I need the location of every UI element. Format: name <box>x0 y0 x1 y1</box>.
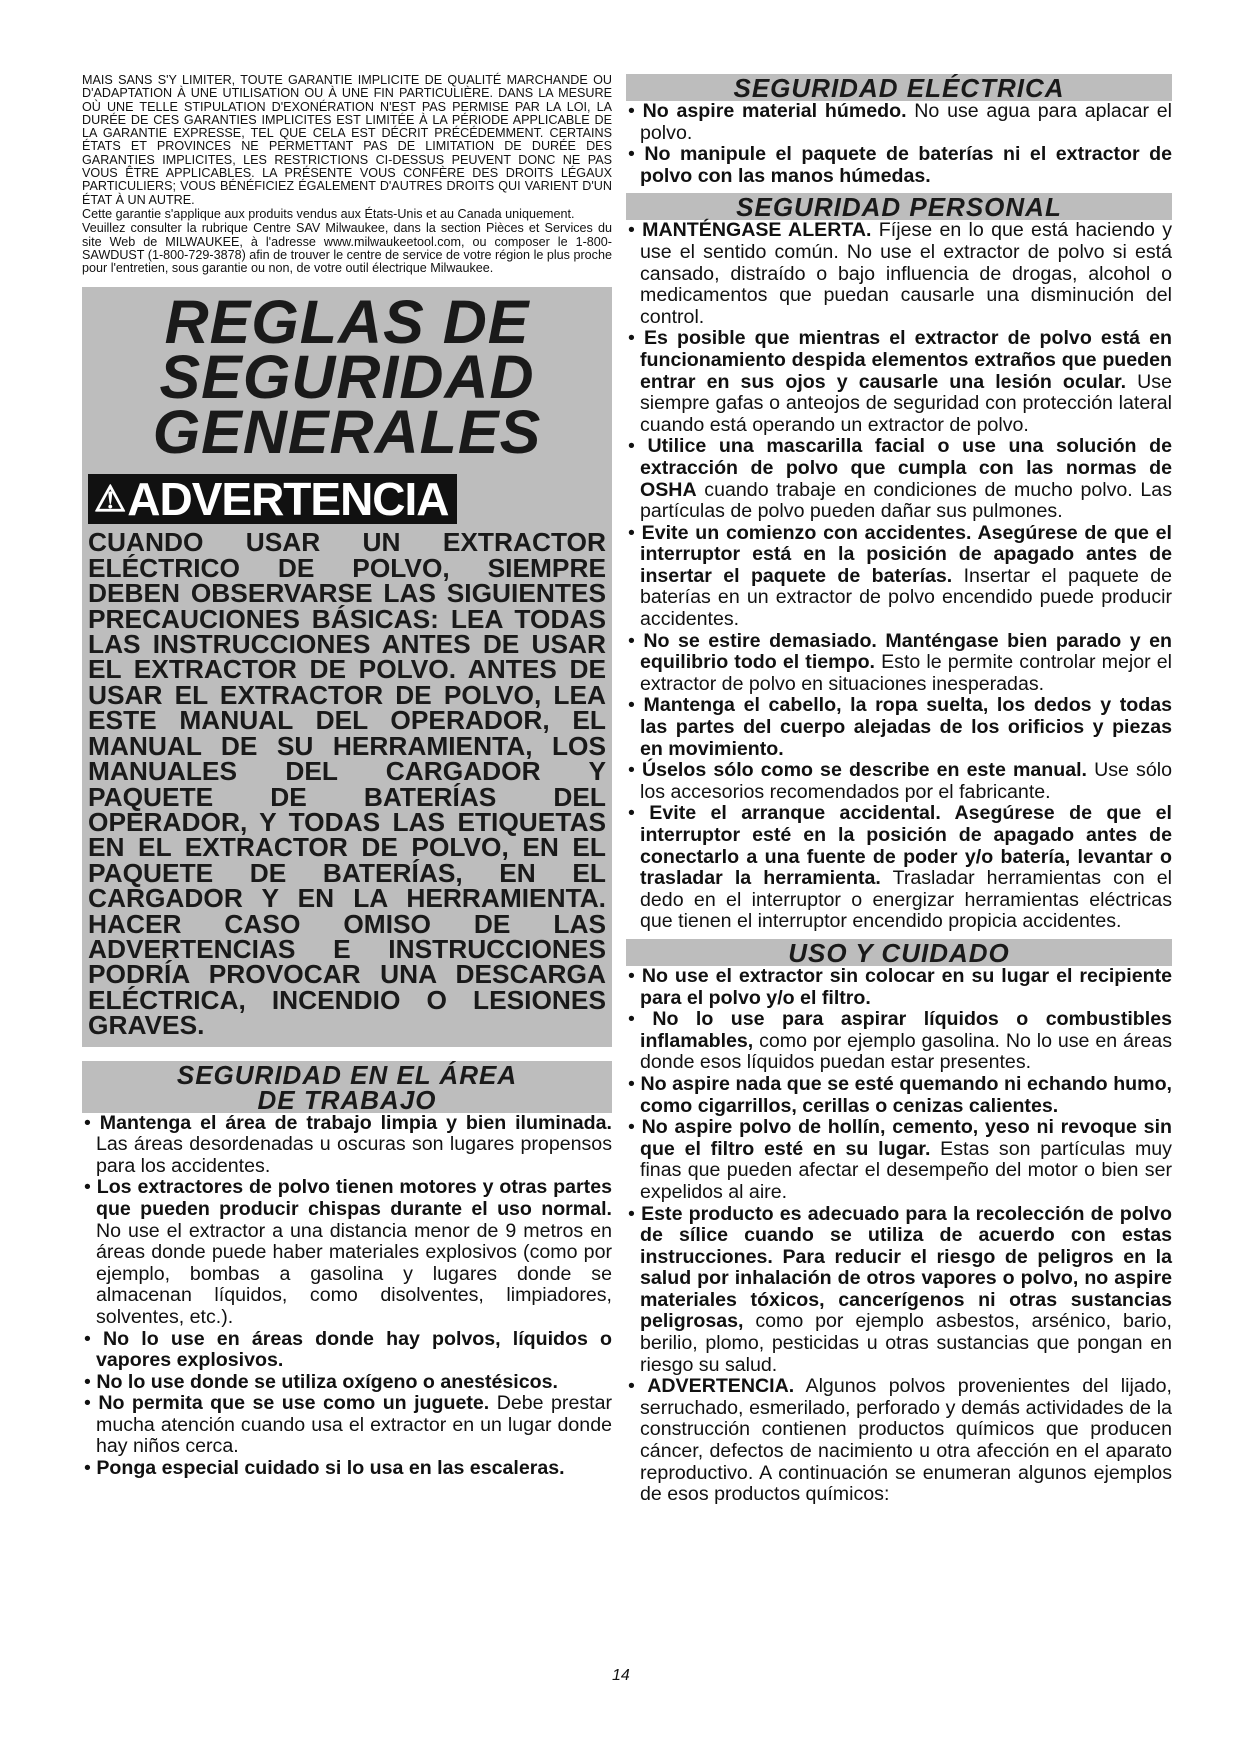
electrical-safety-heading: SEGURIDAD ELÉCTRICA <box>626 74 1172 101</box>
list-item: • Utilice una mascarilla facial o use una solución de extracción de polvo que cumpla con las normas de OSHA cuando trabaje en condiciones de mucho polvo. Las partículas de polvo pueden dañar sus pulmones. <box>628 435 1172 523</box>
page-title <box>82 287 612 466</box>
list-item: • No aspire nada que se esté quemando ni echando humo, como cigarrillos, cerillas o cenizas calientes. <box>628 1072 1172 1117</box>
page-number: 14 <box>612 1667 630 1684</box>
warning-triangle-icon: ⚠ <box>94 478 126 520</box>
list-item: • No permita que se use como un juguete. Debe prestar mucha atención cuando usa el extractor en un lugar donde hay niños cerca. <box>84 1392 612 1458</box>
use-and-care-heading: USO Y CUIDADO <box>626 939 1172 966</box>
list-item: • Los extractores de polvo tienen motores y otras partes que pueden producir chispas durante el uso normal. No use el extractor a una distancia menor de 9 metros en áreas donde puede haber materiales explosivos (como por ejemplo, bombas a gasolina y lugares donde se almacenan líquidos, como disolventes, limpiadores, solventes, etc.). <box>84 1176 612 1328</box>
list-item: • Este producto es adecuado para la recolección de polvo de sílice cuando se utiliza de acuerdo con estas instrucciones. Para reducir el riesgo de peligros en la salud por inhalación de otros vapores o polvo, no aspire materiales tóxicos, cancerígenos ni otras sustancias peligrosas, como por ejemplo asbestos, arsénico, bario, berilio, plomo, pesticidas u otras sustancias que pongan en riesgo su salud. <box>628 1202 1172 1376</box>
list-item: • Evite un comienzo con accidentes. Asegúrese de que el interruptor está en la posición de apagado antes de insertar el paquete de baterías. Insertar el paquete de baterías en un extractor de polvo encendido puede producir accidentes. <box>628 521 1172 631</box>
left-column <box>82 74 612 1480</box>
list-item: • No aspire polvo de hollín, cemento, yeso ni revoque sin que el filtro esté en su lugar. Estas son partículas muy finas que pueden afectar el desempeño del motor o bien ser expelidos al aire. <box>628 1116 1172 1203</box>
list-item: • No lo use en áreas donde hay polvos, líquidos o vapores explosivos. <box>84 1327 613 1372</box>
list-item: • No manipule el paquete de baterías ni el extractor de polvo con las manos húmedas. <box>628 143 1173 187</box>
warning-label <box>88 474 457 524</box>
page-title-line-3: GENERALES <box>152 398 542 467</box>
list-item: • No use el extractor sin colocar en su lugar el recipiente para el polvo y/o el filtro. <box>628 964 1172 1009</box>
french-warranty-paragraph: MAIS SANS S'Y LIMITER, TOUTE GARANTIE IMPLICITE DE QUALITÉ MARCHANDE OU D'ADAPTATION À UNE UTILISATION OU À UNE FIN PARTICULIÈRE. DANS LA MESURE OÙ UNE TELLE STIPULATION D'EXONÉRATION N'EST PAS PERMISE PAR LA LOI, LA DURÉE DE CES GARANTIES IMPLICITES EST LIMITÉE À LA PÉRIODE APPLICABLE DE LA GARANTIE EXPRESSE, TEL QUE CELA EST DÉCRIT PRÉCÉDEMMENT. CERTAINS ÉTATS ET PROVINCES NE PERMETTANT PAS DE LIMITATION DE DURÉE DES GARANTIES IMPLICITES, LES RESTRICTIONS CI-DESSUS PEUVENT DONC NE PAS VOUS ÊTRE APPLICABLES. LA PRÉSENTE VOUS CONFÈRE DES DROITS LÉGAUX PARTICULIERS; VOUS BÉNÉFICIEZ ÉGALEMENT D'AUTRES DROITS QUI VARIENT D'UN ÉTAT À UN AUTRE. <box>82 73 612 207</box>
list-item: • Mantenga el área de trabajo limpia y bien iluminada. Las áreas desordenadas u oscuras son lugares propensos para los accidentes. <box>84 1111 612 1177</box>
page-title-line-2: SEGURIDAD <box>159 343 535 412</box>
page-title-line-1: REGLAS DE <box>164 288 530 357</box>
list-item: • Mantenga el cabello, la ropa suelta, los dedos y todas las partes del cuerpo alejadas de los orificios y piezas en movimiento. <box>628 694 1172 760</box>
list-item: • No se estire demasiado. Manténgase bien parado y en equilibrio todo el tiempo. Esto le permite controlar mejor el extractor de polvo en situaciones inesperadas. <box>628 629 1172 695</box>
list-item: • MANTÉNGASE ALERTA. Fíjese en lo que está haciendo y use el sentido común. No use el extractor de polvo si está cansado, distraído o bajo influencia de drogas, alcohol o medicamentos que puedan causarle una disminución del control. <box>628 219 1172 328</box>
french-service-info: Veuillez consulter la rubrique Centre SAV Milwaukee, dans la section Pièces et Services du site Web de MILWAUKEE, à l'adresse www.milwaukeetool.com, ou composer le 1-800-SAWDUST (1-800-729-3878) afin de trouver le centre de service de votre région le plus proche pour l'entretien, sous garantie ou non, de votre outil électrique Milwaukee. <box>82 221 612 276</box>
list-item: • No lo use para aspirar líquidos o combustibles inflamables, como por ejemplo gasolina. No lo use en áreas donde esos líquidos puedan estar presentes. <box>628 1008 1172 1074</box>
work-area-heading <box>82 1061 612 1113</box>
use-and-care-list <box>626 966 1172 1506</box>
list-item: • Es posible que mientras el extractor de polvo está en funcionamiento despida elementos extraños que pueden entrar en sus ojos y causarle una lesión ocular. Use siempre gafas o anteojos de seguridad con protección lateral cuando está operando un extractor de polvo. <box>628 327 1172 436</box>
warning-label-text: ADVERTENCIA <box>127 473 449 526</box>
work-area-heading-line-2: DE TRABAJO <box>257 1084 437 1115</box>
list-item: • Úselos sólo como se describe en este manual. Use sólo los accesorios recomendados por el fabricante. <box>628 759 1172 803</box>
personal-safety-heading: SEGURIDAD PERSONAL <box>626 193 1172 220</box>
french-warranty-scope: Cette garantie s'applique aux produits vendus aux États-Unis et au Canada uniquement. <box>82 206 575 221</box>
list-item: • No lo use donde se utiliza oxígeno o anestésicos. <box>84 1370 558 1393</box>
warning-text: CUANDO USAR UN EXTRACTOR ELÉCTRICO DE POLVO, SIEMPRE DEBEN OBSERVARSE LAS SIGUIENTES PRECAUCIONES BÁSICAS: LEA TODAS LAS INSTRUCCIONES ANTES DE USAR EL EXTRACTOR DE POLVO. ANTES DE USAR EL EXTRACTOR DE POLVO, LEA ESTE MANUAL DEL OPERADOR, EL MANUAL DE SU HERRAMIENTA, LOS MANUALES DEL CARGADOR Y PAQUETE DE BATERÍAS DEL OPERADOR, Y TODAS LAS ETIQUETAS EN EL EXTRACTOR DE POLVO, EN EL PAQUETE DE BATERÍAS, EN EL CARGADOR Y EN LA HERRAMIENTA. HACER CASO OMISO DE LAS ADVERTENCIAS E INSTRUCCIONES PODRÍA PROVOCAR UNA DESCARGA ELÉCTRICA, INCENDIO O LESIONES GRAVES. <box>88 527 606 1041</box>
personal-safety-list <box>626 220 1172 933</box>
warning-box <box>82 466 612 1046</box>
list-item: • Evite el arranque accidental. Asegúrese de que el interruptor esté en la posición de apagado antes de conectarlo a una fuente de poder y/o batería, levantar o trasladar la herramienta. Trasladar herramientas con el dedo en el interruptor o energizar herramientas eléctricas que tienen el interruptor encendido propicia accidentes. <box>628 802 1173 933</box>
electrical-safety-list <box>626 101 1172 187</box>
list-item: • No aspire material húmedo. No use agua para aplacar el polvo. <box>628 100 1173 144</box>
list-item: • Ponga especial cuidado si lo usa en las escaleras. <box>84 1457 565 1480</box>
work-area-heading-line-1: SEGURIDAD EN EL ÁREA <box>176 1059 518 1090</box>
work-area-list <box>82 1113 612 1480</box>
list-item: • ADVERTENCIA. Algunos polvos provenientes del lijado, serruchado, esmerilado, perforado y demás actividades de la construcción contienen productos químicos que producen cáncer, defectos de nacimiento u otra afección en el aparato reproductivo. A continuación se enumeran algunos ejemplos de esos productos químicos: <box>628 1375 1173 1506</box>
right-column <box>626 74 1172 1506</box>
